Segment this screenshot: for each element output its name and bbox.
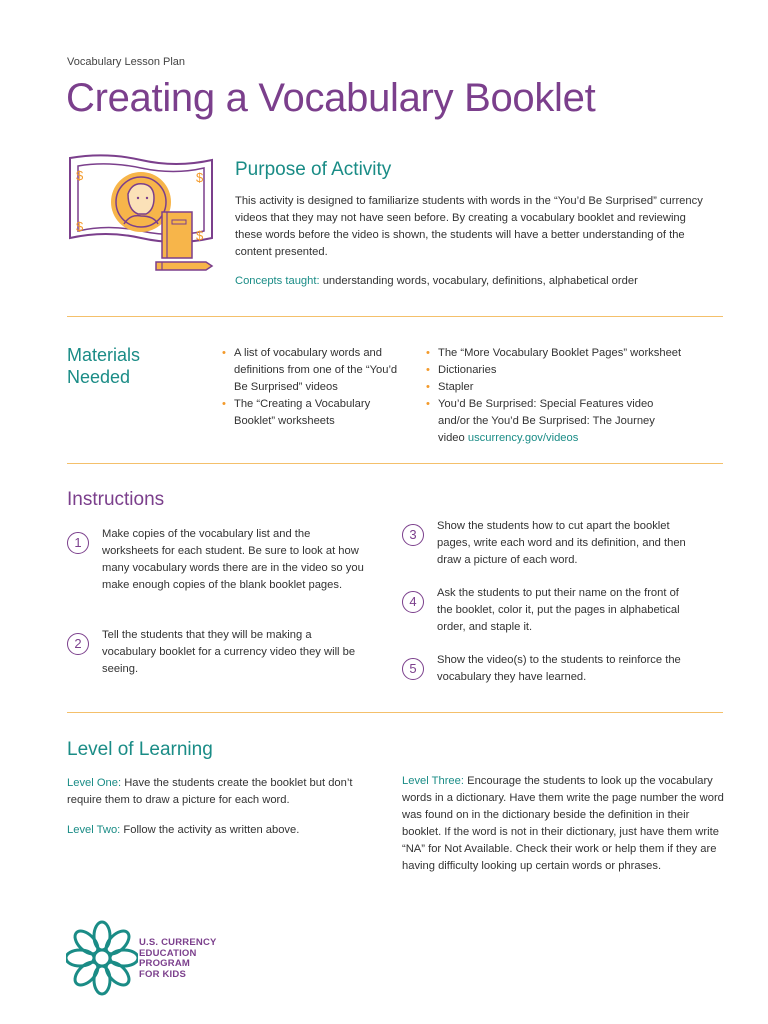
materials-item: • The “More Vocabulary Booklet Pages” worksheet [426, 345, 716, 362]
instructions-heading: Instructions [67, 489, 165, 510]
level-three [402, 773, 724, 875]
logo-line: U.S. CURRENCY [139, 937, 217, 948]
concepts-text: understanding words, vocabulary, definitions, alphabetical order [319, 275, 638, 287]
step-text: Show the students how to cut apart the booklet pages, write each word and its definition, and then draw a picture of each word. [437, 520, 686, 566]
materials-heading [67, 344, 140, 388]
svg-text:$: $ [76, 168, 84, 183]
page-title: Creating a Vocabulary Booklet [66, 76, 596, 120]
step-text: Tell the students that they will be making a vocabulary booklet for a currency video they will be seeing. [102, 629, 356, 675]
level-two [67, 822, 362, 839]
divider-3 [67, 712, 723, 713]
materials-heading-line2: Needed [67, 367, 131, 387]
purpose-body: This activity is designed to familiarize students with words in the “You’d Be Surprised” currency videos that they may not have seen before. By creating a vocabulary booklet and reviewing these words before the video is shown, the students will have a better understanding of the content presented. [235, 195, 703, 258]
svg-text:$: $ [76, 219, 84, 234]
step-text: Show the video(s) to the students to reinforce the vocabulary they have learned. [437, 654, 681, 683]
materials-item: • Dictionaries [426, 362, 716, 379]
step-number: 3 [402, 524, 424, 546]
level-one-label: Level One: [67, 777, 122, 789]
level-three-text: Encourage the students to look up the vocabulary words in a dictionary. Have them write the page number the word was found on in the dictionary beside the definition in their booklet. If the word is not in their dictionary, just have them write “NA” for Not Available. Check their work or help them if they are having difficulty looking up certain words or phrases. [402, 775, 724, 872]
step-number: 5 [402, 658, 424, 680]
svg-text:$: $ [196, 228, 204, 243]
materials-item-text: You’d Be Surprised: Special Features video and/or the You’d Be Surprised: The Journey video [438, 398, 655, 444]
step-text: Ask the students to put their name on the front of the booklet, color it, put the pages in alphabetical order, and staple it. [437, 587, 680, 633]
step-number: 4 [402, 591, 424, 613]
level-one-text: Have the students create the booklet but don’t require them to draw a picture for each word. [67, 777, 353, 806]
concepts-taught [235, 273, 715, 290]
level-two-label: Level Two: [67, 824, 121, 836]
flower-logo-icon [66, 920, 138, 996]
level-three-label: Level Three: [402, 775, 464, 787]
level-two-text: Follow the activity as written above. [120, 824, 300, 836]
materials-item: • The “Creating a Vocabulary Booklet” worksheets [222, 396, 402, 430]
materials-list-left [222, 345, 402, 430]
eyebrow-label: Vocabulary Lesson Plan [67, 56, 186, 68]
logo-line: EDUCATION [139, 947, 197, 959]
materials-heading-line1: Materials [67, 345, 141, 365]
purpose-heading: Purpose of Activity [235, 159, 392, 180]
step-number: 2 [67, 633, 89, 655]
logo-line: PROGRAM [139, 958, 191, 969]
concepts-label: Concepts taught: [235, 275, 320, 287]
materials-item: • Stapler [426, 379, 716, 396]
banknote-book-illustration [66, 154, 216, 276]
step-number: 1 [67, 532, 89, 554]
step-text: Make copies of the vocabulary list and the worksheets for each student. Be sure to look at how many vocabulary words there are in the video so you make enough copies of the blank booklet pages. [102, 528, 364, 591]
materials-item [426, 396, 683, 447]
level-one [67, 775, 362, 809]
materials-item: • A list of vocabulary words and definitions from one of the “You’d Be Surprised” videos [222, 345, 402, 396]
svg-text:$: $ [196, 170, 204, 185]
videos-link[interactable]: uscurrency.gov/videos [467, 432, 579, 444]
level-heading: Level of Learning [67, 739, 213, 760]
materials-list-right [426, 345, 716, 447]
divider-2 [67, 463, 723, 464]
logo-line: FOR KIDS [139, 968, 186, 980]
program-logo-text [139, 938, 217, 980]
divider-1 [67, 316, 723, 317]
